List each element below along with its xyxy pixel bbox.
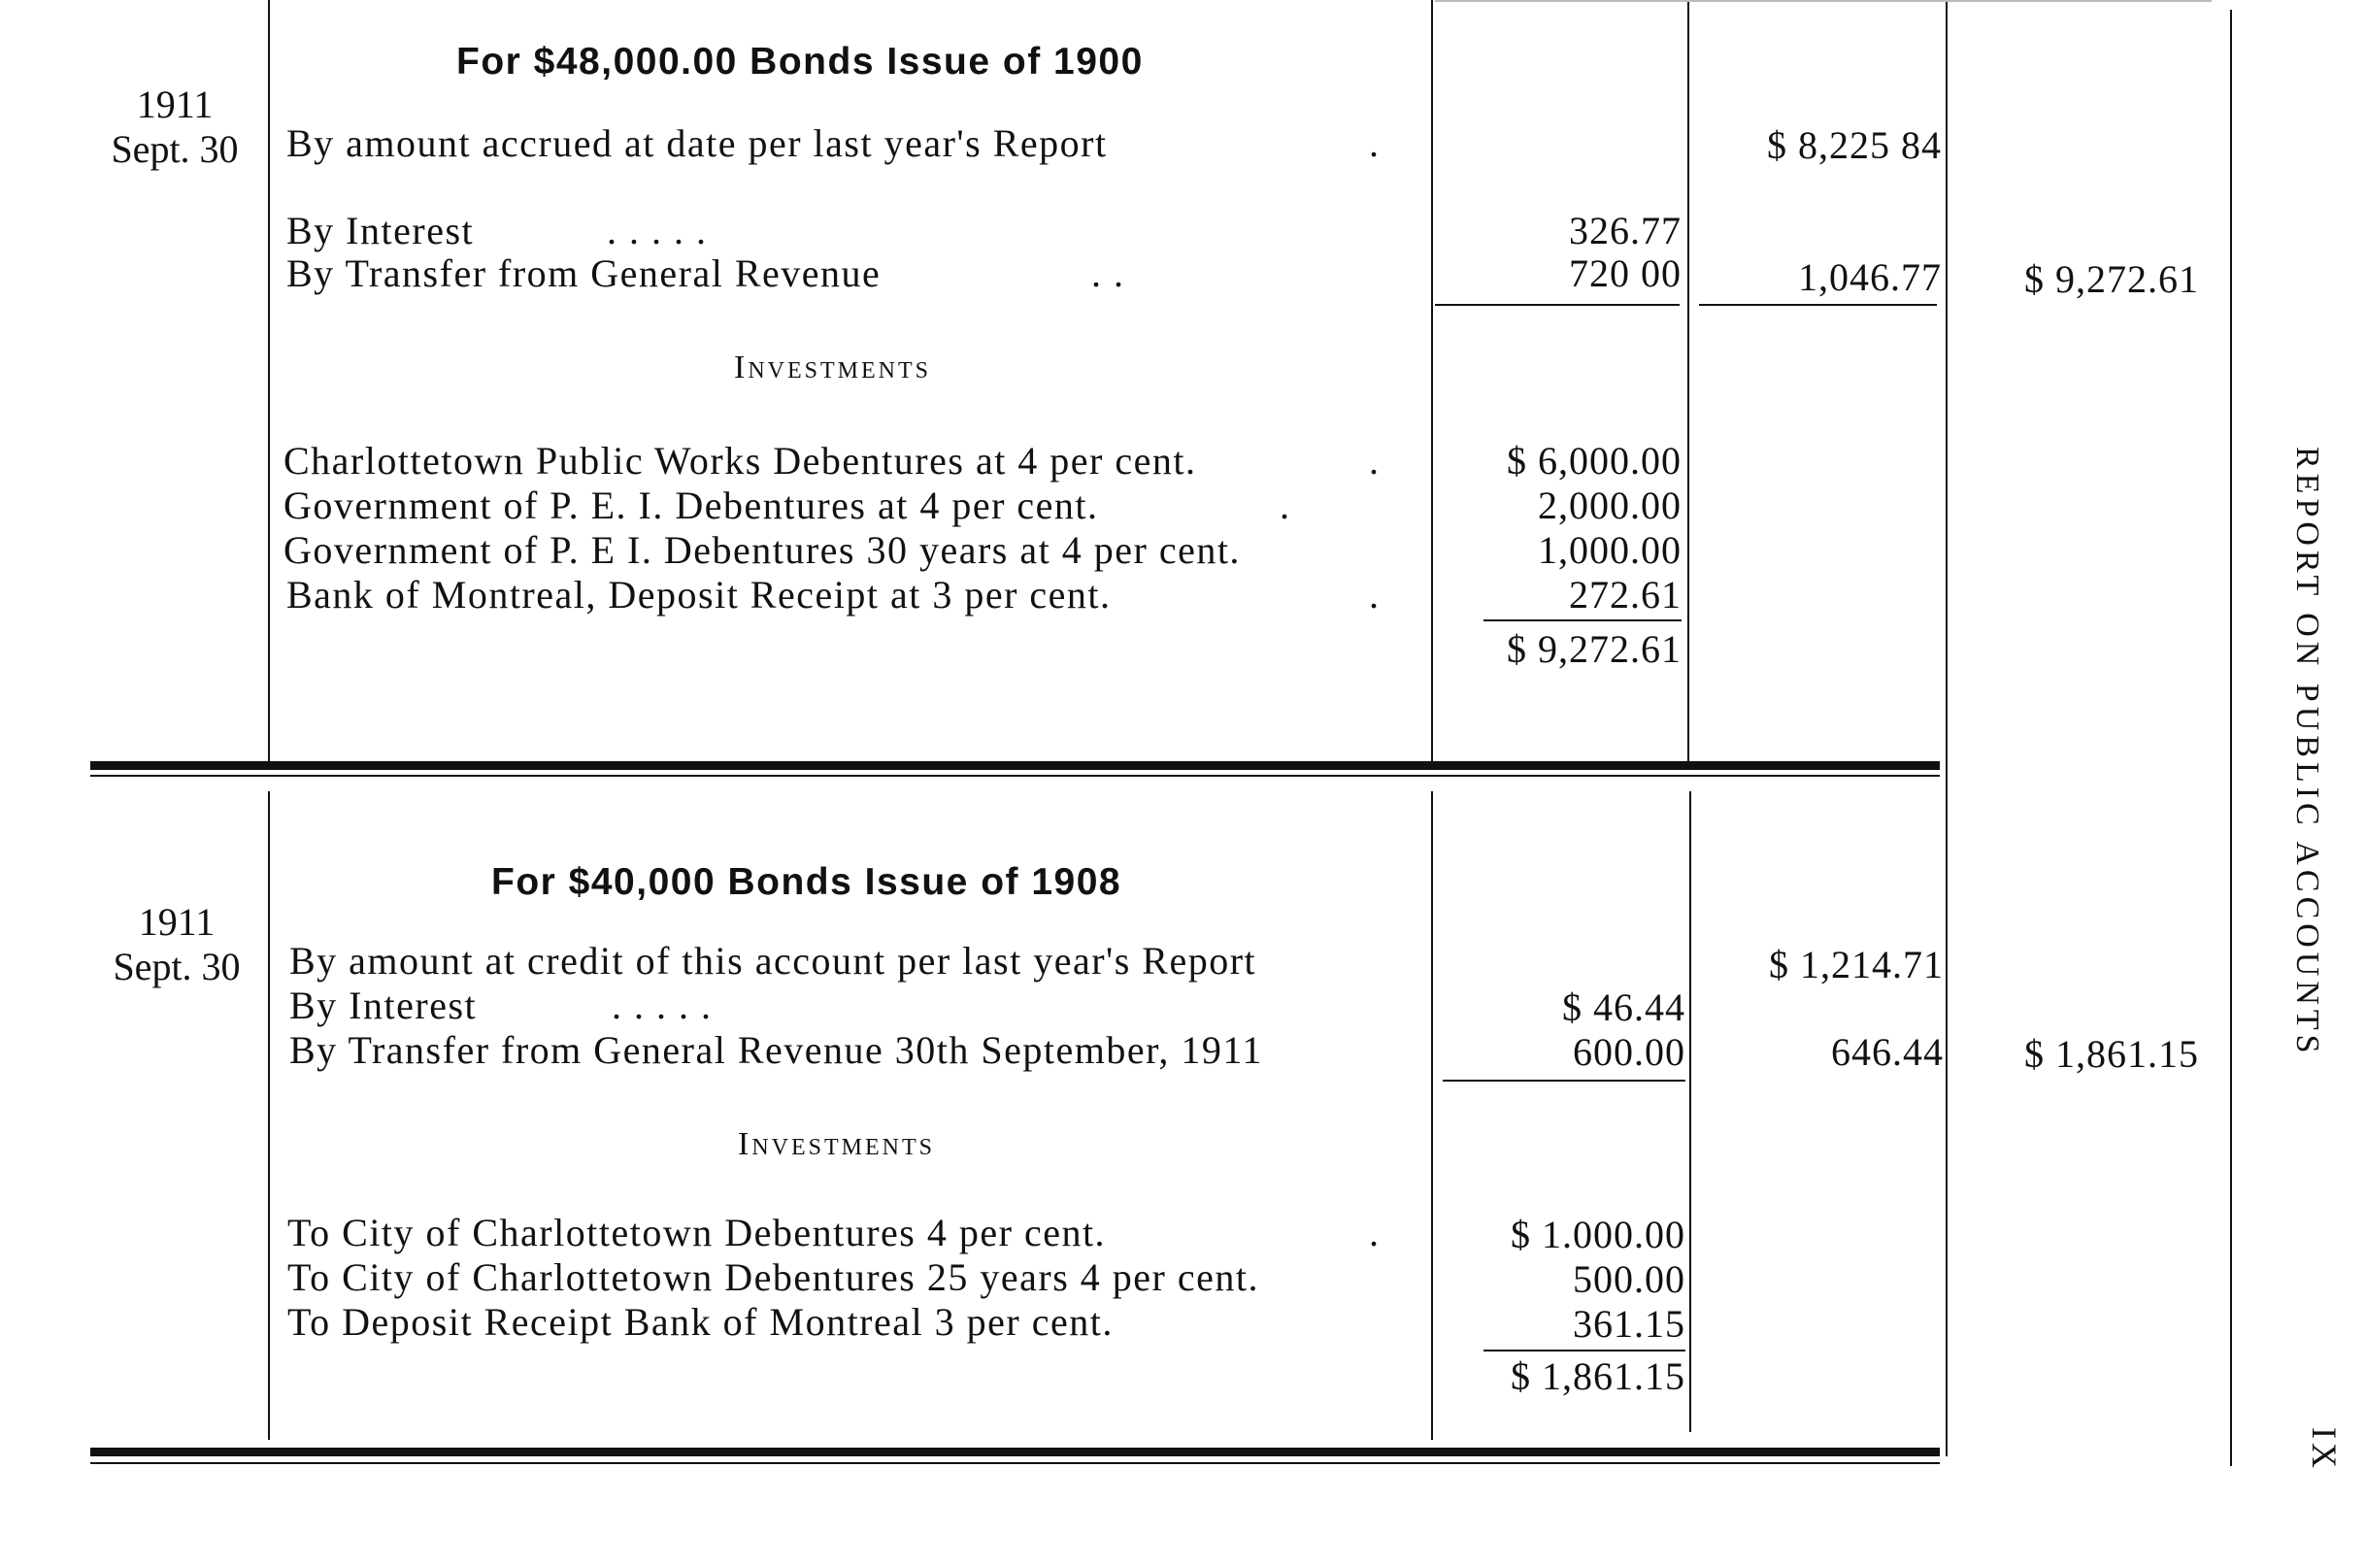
section2-date-year: 1911 (138, 900, 216, 944)
column-rule-amount-right-2 (1689, 791, 1691, 1432)
section1-accrued-amount: $ 8,225 84 (1767, 123, 1942, 167)
section1-accrued-dots: . (1369, 121, 1381, 165)
page-number: IX (2305, 1427, 2344, 1472)
section1-investments-sum-rule (1483, 619, 1682, 621)
section1-investment-3-label: Government of P. E I. Debentures 30 years at 4 per cent. (283, 528, 1241, 572)
section2-investments-total: $ 1,861.15 (1511, 1354, 1685, 1398)
section2-interest-label: By Interest (289, 984, 478, 1027)
column-rule-amount-left (1431, 0, 1433, 762)
section1-investment-4-amount: 272.61 (1569, 573, 1682, 617)
section2-interest-dots: . . . . . (612, 984, 713, 1027)
column-rule-margin (2230, 10, 2232, 1466)
section2-investments-heading: Investments (738, 1126, 935, 1162)
section2-investments-sum-rule (1483, 1350, 1685, 1351)
section2-investment-2-label: To City of Charlottetown Debentures 25 years 4 per cent. (287, 1255, 1259, 1299)
section2-date-day: Sept. 30 (113, 945, 241, 988)
section2-credit-label: By amount at credit of this account per last year's Report (289, 939, 1257, 983)
column-rule-amount-right (1687, 0, 1689, 762)
section1-investment-1-amount: $ 6,000.00 (1507, 439, 1682, 483)
section2-investment-3-label: To Deposit Receipt Bank of Montreal 3 per cent. (287, 1300, 1114, 1344)
section1-investment-1-dots: . (1369, 439, 1381, 483)
section2-credit-amount: $ 1,214.71 (1769, 943, 1944, 986)
section1-date-day: Sept. 30 (111, 127, 239, 171)
section2-investment-2-amount: 500.00 (1573, 1257, 1685, 1301)
section1-date-year: 1911 (136, 83, 214, 126)
section2-transfer-amount: 600.00 (1573, 1030, 1685, 1074)
section1-heading: For $48,000.00 Bonds Issue of 1900 (456, 41, 1144, 83)
section1-investments-total: $ 9,272.61 (1507, 627, 1682, 671)
section1-transfer-label: By Transfer from General Revenue (286, 251, 882, 295)
section2-heading: For $40,000 Bonds Issue of 1908 (491, 861, 1122, 903)
section1-sum-rule-a (1435, 304, 1680, 306)
section2-closing-rule (90, 1448, 1940, 1456)
section1-interest-label: By Interest (286, 209, 475, 252)
section1-total-amount: $ 9,272.61 (2024, 257, 2199, 301)
section2-closing-rule-thin (90, 1462, 1940, 1464)
section1-investment-2-amount: 2,000.00 (1538, 484, 1682, 527)
side-title: REPORT ON PUBLIC ACCOUNTS (2289, 447, 2325, 1058)
section2-transfer-label: By Transfer from General Revenue 30th September, 1911 (289, 1028, 1263, 1072)
section1-investment-2-label: Government of P. E. I. Debentures at 4 per cent. (283, 484, 1099, 527)
section1-investment-4-dots: . (1369, 573, 1381, 617)
column-rule-text-left-2 (268, 791, 270, 1440)
section2-total-amount: $ 1,861.15 (2024, 1032, 2199, 1076)
section1-investment-2-dots: . (1280, 484, 1291, 527)
section1-interest-dots: . . . . . (607, 209, 708, 252)
column-rule-subtotal-right (1946, 0, 1948, 1456)
section2-investment-1-amount: $ 1.000.00 (1511, 1213, 1685, 1256)
section1-transfer-dots: . . (1091, 251, 1125, 295)
section2-investment-1-dots: . (1369, 1211, 1381, 1254)
column-rule-amount-left-2 (1431, 791, 1433, 1440)
section1-accrued-label: By amount accrued at date per last year's Report (286, 121, 1108, 165)
section2-interest-amount: $ 46.44 (1562, 985, 1685, 1029)
top-edge-rule (1435, 0, 2212, 2)
section2-investment-1-label: To City of Charlottetown Debentures 4 per cent. (287, 1211, 1107, 1254)
section1-investment-4-label: Bank of Montreal, Deposit Receipt at 3 per cent. (286, 573, 1112, 617)
section1-interest-amount: 326.77 (1569, 209, 1682, 252)
section1-closing-rule-thin (90, 775, 1940, 777)
section1-investment-3-amount: 1,000.00 (1538, 528, 1682, 572)
section2-sum-rule (1443, 1080, 1685, 1082)
section2-subtotal-amount: 646.44 (1831, 1030, 1944, 1074)
section1-investments-heading: Investments (734, 350, 931, 385)
section1-closing-rule (90, 761, 1940, 770)
section1-transfer-amount: 720 00 (1569, 251, 1682, 295)
section1-sum-rule-b (1699, 304, 1937, 306)
section1-investment-1-label: Charlottetown Public Works Debentures at 4 per cent. (283, 439, 1197, 483)
section1-subtotal-amount: 1,046.77 (1798, 255, 1942, 299)
section2-investment-3-amount: 361.15 (1573, 1302, 1685, 1346)
